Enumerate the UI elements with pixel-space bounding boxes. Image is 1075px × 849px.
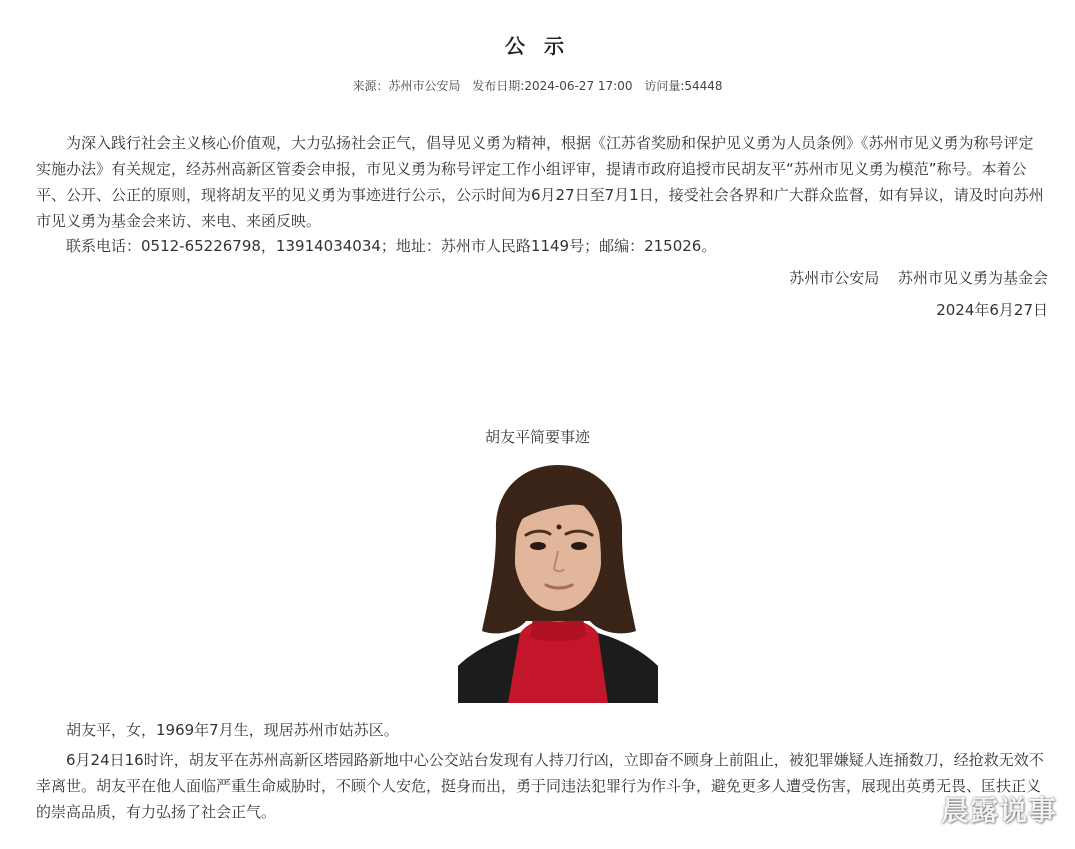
watermark-text: 晨露说事 xyxy=(940,794,1057,827)
notice-paragraph: 为深入践行社会主义核心价值观，大力弘扬社会正气，倡导见义勇为精神，根据《江苏省奖励和保护见义勇为人员条例》《苏州市见义勇为称号评定实施办法》有关规定，经苏州高新区管委会申报，市见义勇为称号评定工作小组评审，提请市政府追授市民胡友平“苏州市见义勇为模范”称号。本着公平、公开、公正的原则，现将胡友平的见义勇为事迹进行公示，公示时间为6月27日至7月1日，接受社会各界和广大群众监督，如有异议，请及时向苏州市见义勇为基金会来访、来电、来函反映。 xyxy=(36,134,1044,230)
story-paragraph: 6月24日16时许，胡友平在苏州高新区塔园路新地中心公交站台发现有人持刀行凶，立即奋不顾身上前阻止，被犯罪嫌疑人连捅数刀，经抢救无效不幸离世。胡友平在他人面临严重生命威胁时，不顾个人安危，挺身而出，勇于同违法犯罪行为作斗争，避免更多人遭受伤害，展现出英勇无畏、匡扶正义的崇高品质，有力弘扬了社会正气。 xyxy=(36,751,1044,821)
signature-org-foundation: 苏州市见义勇为基金会 xyxy=(897,269,1048,287)
portrait-photo xyxy=(458,461,658,703)
bio-paragraph: 胡友平，女，1969年7月生，现居苏州市姑苏区。 xyxy=(66,721,399,739)
deeds-heading: 胡友平简要事迹 xyxy=(484,428,590,446)
article-meta xyxy=(0,77,1075,94)
publish-date: 发布日期:2024-06-27 17:00 xyxy=(472,79,633,93)
signature-organizations xyxy=(789,265,1048,291)
page-title: 公 示 xyxy=(505,34,570,58)
contact-info: 联系电话：0512-65226798，13914034034；地址：苏州市人民路1149号；邮编：215026。 xyxy=(66,237,717,255)
portrait-illustration xyxy=(458,461,658,703)
signature-org-police: 苏州市公安局 xyxy=(789,269,880,287)
source-label: 来源：苏州市公安局 xyxy=(352,79,461,93)
signature-date: 2024年6月27日 xyxy=(936,301,1048,319)
visit-count: 访问量:54448 xyxy=(644,79,723,93)
